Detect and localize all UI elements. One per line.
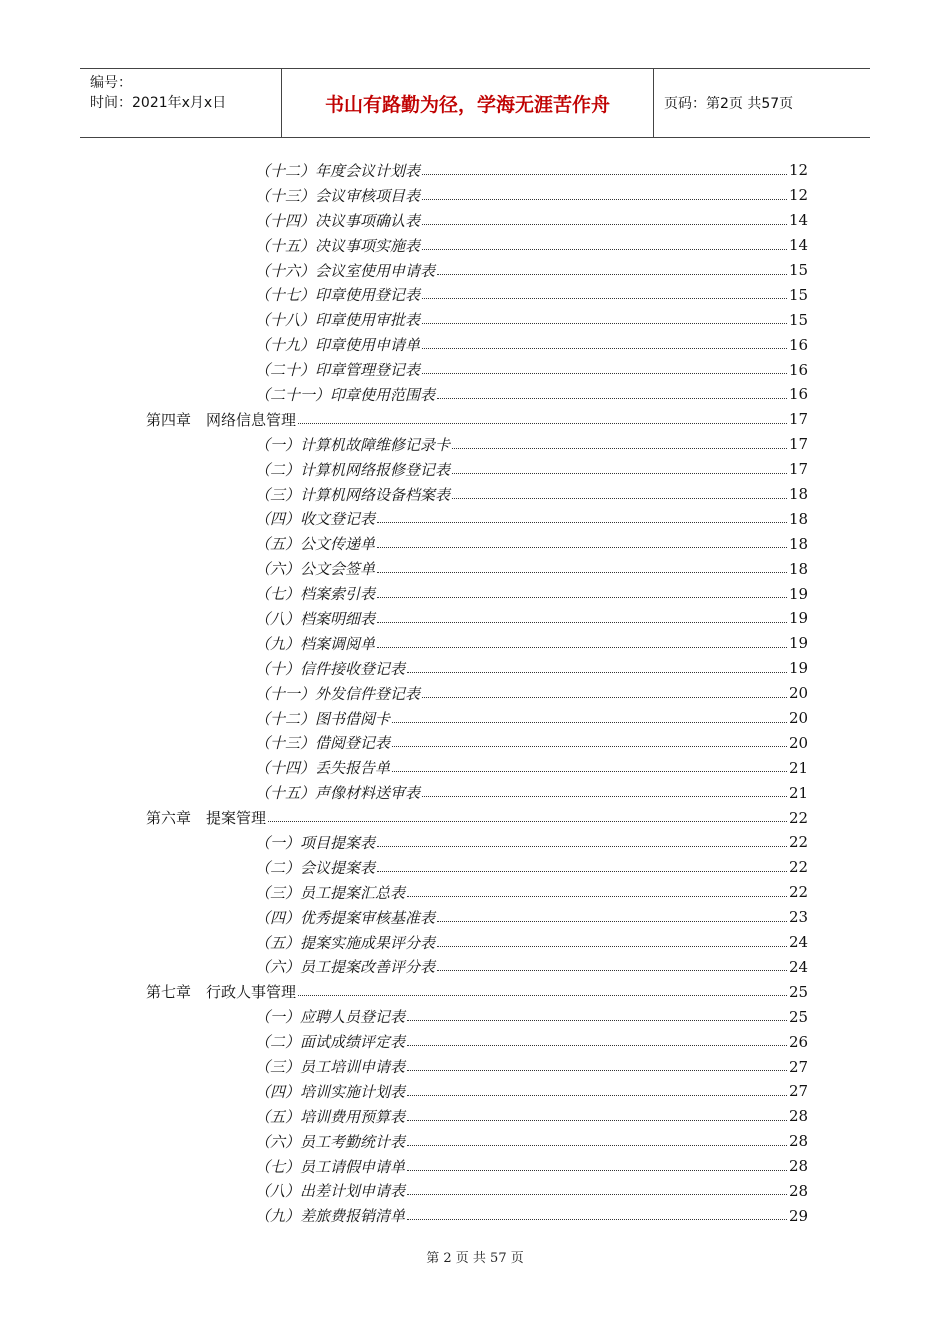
- toc-entry[interactable]: [0, 930, 950, 955]
- toc-entry-title: （八）出差计划申请表: [255, 1182, 406, 1201]
- toc-dot-leader: [377, 583, 787, 598]
- toc-dot-leader: [407, 658, 787, 673]
- toc-entry-page: 25: [789, 1007, 809, 1026]
- toc-entry[interactable]: [0, 880, 950, 905]
- toc-entry-page: 22: [789, 858, 809, 877]
- toc-entry-page: 20: [789, 709, 809, 728]
- toc-entry-title: （二十）印章管理登记表: [255, 361, 421, 380]
- toc-entry-page: 24: [789, 933, 809, 952]
- toc-entry[interactable]: [0, 258, 950, 283]
- toc-entry[interactable]: [0, 556, 950, 581]
- toc-dot-leader: [377, 533, 787, 548]
- toc-entry-title: （十七）印章使用登记表: [255, 286, 421, 305]
- toc-entry-title: （九）档案调阅单: [255, 634, 376, 653]
- toc-entry-title: （十二）年度会议计划表: [255, 161, 421, 180]
- toc-dot-leader: [407, 1106, 787, 1121]
- toc-dot-leader: [422, 782, 787, 797]
- toc-dot-leader: [407, 1056, 787, 1071]
- toc-dot-leader: [452, 459, 787, 474]
- toc-entry-title: （十四）决议事项确认表: [255, 211, 421, 230]
- toc-entry[interactable]: [0, 1154, 950, 1179]
- toc-entry-title: （八）档案明细表: [255, 609, 376, 628]
- toc-entry-title: （十三）会议审核项目表: [255, 186, 421, 205]
- toc-dot-leader: [422, 284, 787, 299]
- toc-dot-leader: [407, 1156, 787, 1171]
- toc-entry[interactable]: [0, 1104, 950, 1129]
- toc-dot-leader: [377, 608, 787, 623]
- toc-dot-leader: [452, 434, 787, 449]
- toc-entry-title: （七）员工请假申请单: [255, 1157, 406, 1176]
- toc-dot-leader: [437, 907, 787, 922]
- toc-entry-page: 17: [789, 460, 809, 479]
- toc-entry[interactable]: [0, 855, 950, 880]
- toc-entry[interactable]: [0, 631, 950, 656]
- toc-entry-page: 28: [789, 1107, 809, 1126]
- toc-entry-page: 16: [789, 385, 809, 404]
- toc-entry-page: 28: [789, 1132, 809, 1151]
- toc-entry-page: 17: [789, 410, 809, 429]
- toc-entry-page: 21: [789, 783, 809, 802]
- toc-entry-title: （一）计算机故障维修记录卡: [255, 435, 451, 454]
- toc-entry-title: （十二）图书借阅卡: [255, 709, 391, 728]
- toc-entry-page: 21: [789, 758, 809, 777]
- header-meta: [80, 69, 282, 137]
- toc-entry-title: （十八）印章使用审批表: [255, 311, 421, 330]
- toc-entry[interactable]: [0, 681, 950, 706]
- toc-dot-leader: [422, 210, 787, 225]
- toc-chapter-entry[interactable]: [0, 805, 950, 830]
- toc-entry-title: （六）公文会签单: [255, 560, 376, 579]
- toc-entry[interactable]: [0, 307, 950, 332]
- header-motto: 书山有路勤为径，学海无涯苦作舟: [282, 69, 654, 137]
- toc-entry-title: （四）收文登记表: [255, 510, 376, 529]
- toc-entry-page: 18: [789, 509, 809, 528]
- toc-entry[interactable]: [0, 158, 950, 183]
- toc-entry[interactable]: [0, 233, 950, 258]
- toc-entry[interactable]: [0, 357, 950, 382]
- toc-entry-title: （四）培训实施计划表: [255, 1082, 406, 1101]
- toc-chapter-entry[interactable]: [0, 407, 950, 432]
- toc-entry[interactable]: [0, 1203, 950, 1228]
- toc-dot-leader: [392, 732, 787, 747]
- toc-dot-leader: [422, 359, 787, 374]
- toc-entry-page: 18: [789, 559, 809, 578]
- toc-entry[interactable]: [0, 581, 950, 606]
- toc-entry-title: （九）差旅费报销清单: [255, 1207, 406, 1226]
- toc-entry-page: 15: [789, 285, 809, 304]
- header-page-info: 页码：第2页 共57页: [664, 96, 794, 112]
- toc-dot-leader: [422, 309, 787, 324]
- page-header: [80, 68, 870, 138]
- toc-entry-page: 28: [789, 1157, 809, 1176]
- toc-entry-title: 第四章 网络信息管理: [146, 410, 297, 429]
- toc-entry[interactable]: [0, 1004, 950, 1029]
- toc-entry-title: （一）项目提案表: [255, 833, 376, 852]
- toc-entry-page: 14: [789, 236, 809, 255]
- toc-entry[interactable]: [0, 332, 950, 357]
- toc-dot-leader: [407, 1131, 787, 1146]
- toc-entry-page: 24: [789, 957, 809, 976]
- toc-entry[interactable]: [0, 183, 950, 208]
- toc-dot-leader: [377, 633, 787, 648]
- toc-entry[interactable]: [0, 1129, 950, 1154]
- toc-entry[interactable]: [0, 382, 950, 407]
- toc-dot-leader: [377, 857, 787, 872]
- toc-entry-page: 19: [789, 659, 809, 678]
- toc-entry-title: （六）员工考勤统计表: [255, 1132, 406, 1151]
- toc-entry[interactable]: [0, 506, 950, 531]
- toc-entry-page: 22: [789, 808, 809, 827]
- toc-entry-title: （四）优秀提案审核基准表: [255, 908, 436, 927]
- toc-dot-leader: [422, 235, 787, 250]
- toc-entry-title: （二十一）印章使用范围表: [255, 385, 436, 404]
- toc-entry[interactable]: [0, 1179, 950, 1204]
- toc-dot-leader: [452, 484, 787, 499]
- toc-entry-page: 16: [789, 335, 809, 354]
- toc-dot-leader: [437, 956, 787, 971]
- toc-entry-title: （二）面试成绩评定表: [255, 1033, 406, 1052]
- toc-entry[interactable]: [0, 208, 950, 233]
- toc-entry[interactable]: [0, 730, 950, 755]
- toc-entry-title: （十五）决议事项实施表: [255, 236, 421, 255]
- document-time: 时间：2021年x月x日: [90, 95, 227, 111]
- toc-dot-leader: [392, 757, 787, 772]
- toc-entry[interactable]: [0, 656, 950, 681]
- toc-entry[interactable]: [0, 780, 950, 805]
- toc-entry-page: 19: [789, 584, 809, 603]
- toc-dot-leader: [407, 1205, 787, 1220]
- toc-dot-leader: [407, 1081, 787, 1096]
- toc-entry[interactable]: [0, 531, 950, 556]
- toc-entry-page: 19: [789, 609, 809, 628]
- toc-dot-leader: [298, 409, 787, 424]
- toc-entry-page: 19: [789, 634, 809, 653]
- toc-entry-page: 23: [789, 908, 809, 927]
- toc-entry-title: （五）培训费用预算表: [255, 1107, 406, 1126]
- table-of-contents: [0, 158, 950, 1228]
- toc-entry-title: （三）计算机网络设备档案表: [255, 485, 451, 504]
- toc-entry-page: 18: [789, 485, 809, 504]
- toc-entry[interactable]: [0, 1054, 950, 1079]
- toc-entry-page: 12: [789, 161, 809, 180]
- toc-entry[interactable]: [0, 755, 950, 780]
- toc-entry-page: 26: [789, 1032, 809, 1051]
- toc-entry[interactable]: [0, 1029, 950, 1054]
- toc-dot-leader: [298, 981, 787, 996]
- toc-entry-page: 22: [789, 883, 809, 902]
- toc-entry-title: （一）应聘人员登记表: [255, 1008, 406, 1027]
- toc-entry[interactable]: [0, 905, 950, 930]
- toc-entry-page: 17: [789, 435, 809, 454]
- toc-entry-page: 14: [789, 211, 809, 230]
- toc-entry-title: 第六章 提案管理: [146, 809, 267, 828]
- toc-dot-leader: [407, 882, 787, 897]
- toc-entry-page: 18: [789, 534, 809, 553]
- toc-entry-title: 第七章 行政人事管理: [146, 983, 297, 1002]
- toc-dot-leader: [377, 832, 787, 847]
- toc-entry-title: （三）员工提案汇总表: [255, 883, 406, 902]
- toc-entry[interactable]: [0, 457, 950, 482]
- toc-dot-leader: [422, 160, 787, 175]
- toc-dot-leader: [407, 1006, 787, 1021]
- toc-entry-title: （二）计算机网络报修登记表: [255, 460, 451, 479]
- toc-entry-title: （十一）外发信件登记表: [255, 684, 421, 703]
- page-footer: 第 2 页 共 57 页: [426, 1251, 524, 1266]
- toc-entry-title: （十）信件接收登记表: [255, 659, 406, 678]
- toc-dot-leader: [437, 260, 787, 275]
- toc-entry-title: （二）会议提案表: [255, 858, 376, 877]
- document-number-label: 编号：: [90, 75, 132, 91]
- toc-entry-page: 15: [789, 310, 809, 329]
- toc-dot-leader: [437, 932, 787, 947]
- toc-entry-title: （五）公文传递单: [255, 535, 376, 554]
- toc-entry-title: （十三）借阅登记表: [255, 734, 391, 753]
- toc-entry-title: （六）员工提案改善评分表: [255, 958, 436, 977]
- toc-entry-page: 20: [789, 684, 809, 703]
- toc-dot-leader: [377, 508, 787, 523]
- toc-entry[interactable]: [0, 830, 950, 855]
- toc-entry[interactable]: [0, 606, 950, 631]
- toc-entry-title: （十九）印章使用申请单: [255, 336, 421, 355]
- toc-entry[interactable]: [0, 1079, 950, 1104]
- toc-entry[interactable]: [0, 955, 950, 980]
- toc-entry-page: 12: [789, 186, 809, 205]
- toc-chapter-entry[interactable]: [0, 979, 950, 1004]
- toc-entry-title: （七）档案索引表: [255, 585, 376, 604]
- toc-entry-page: 29: [789, 1206, 809, 1225]
- toc-entry-page: 25: [789, 982, 809, 1001]
- toc-entry-title: （十五）声像材料送审表: [255, 784, 421, 803]
- toc-entry[interactable]: [0, 482, 950, 507]
- toc-dot-leader: [422, 683, 787, 698]
- toc-entry-title: （十四）丢失报告单: [255, 759, 391, 778]
- toc-dot-leader: [377, 558, 787, 573]
- toc-entry-page: 28: [789, 1181, 809, 1200]
- toc-dot-leader: [422, 185, 787, 200]
- toc-dot-leader: [407, 1180, 787, 1195]
- toc-entry[interactable]: [0, 432, 950, 457]
- toc-entry-title: （五）提案实施成果评分表: [255, 933, 436, 952]
- toc-entry-page: 22: [789, 833, 809, 852]
- toc-dot-leader: [268, 807, 787, 822]
- toc-dot-leader: [437, 384, 787, 399]
- toc-dot-leader: [392, 708, 787, 723]
- toc-entry-title: （十六）会议室使用申请表: [255, 261, 436, 280]
- toc-entry[interactable]: [0, 282, 950, 307]
- toc-entry-page: 20: [789, 733, 809, 752]
- toc-entry-page: 16: [789, 360, 809, 379]
- toc-entry-title: （三）员工培训申请表: [255, 1058, 406, 1076]
- toc-entry[interactable]: [0, 706, 950, 731]
- toc-entry-page: 27: [789, 1057, 809, 1076]
- toc-dot-leader: [422, 334, 787, 349]
- toc-dot-leader: [407, 1031, 787, 1046]
- toc-entry-page: 15: [789, 261, 809, 279]
- toc-entry-page: 27: [789, 1082, 809, 1101]
